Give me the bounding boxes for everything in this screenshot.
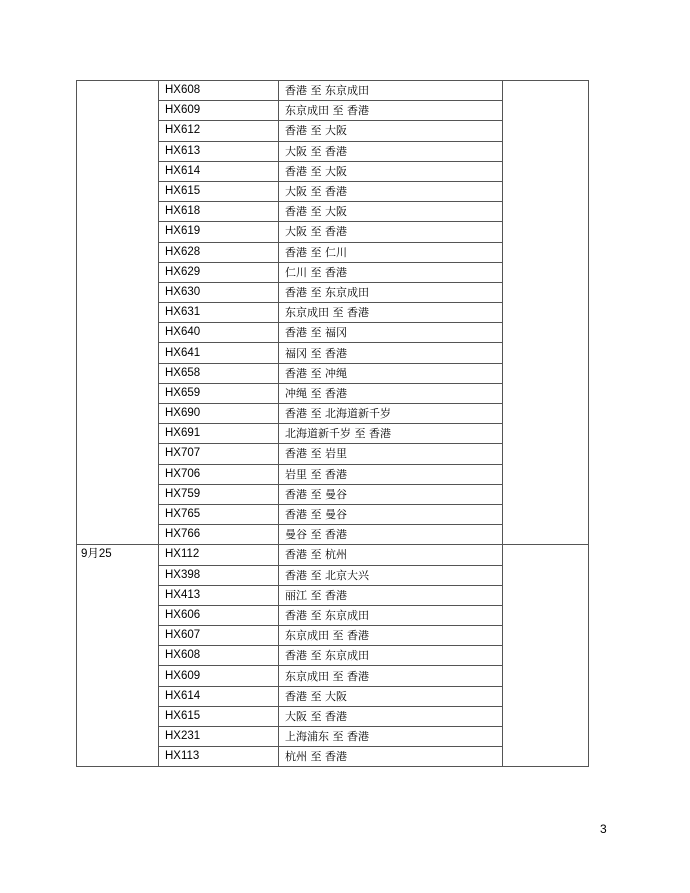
route-cell: 香港 至 大阪 — [279, 686, 503, 706]
flight-number-cell: HX630 — [159, 282, 279, 302]
route-cell: 香港 至 仁川 — [279, 242, 503, 262]
page-number: 3 — [600, 822, 607, 836]
route-cell: 香港 至 曼谷 — [279, 504, 503, 524]
route-cell: 香港 至 北海道新千岁 — [279, 404, 503, 424]
flight-number-cell: HX615 — [159, 181, 279, 201]
route-cell: 东京成田 至 香港 — [279, 303, 503, 323]
route-cell: 大阪 至 香港 — [279, 181, 503, 201]
route-cell: 香港 至 大阪 — [279, 161, 503, 181]
route-cell: 上海浦东 至 香港 — [279, 727, 503, 747]
remarks-cell — [503, 81, 589, 545]
flight-number-cell: HX619 — [159, 222, 279, 242]
route-cell: 东京成田 至 香港 — [279, 666, 503, 686]
flight-number-cell: HX628 — [159, 242, 279, 262]
flight-number-cell: HX398 — [159, 565, 279, 585]
route-cell: 香港 至 冲绳 — [279, 363, 503, 383]
route-cell: 冲绳 至 香港 — [279, 383, 503, 403]
date-cell — [77, 81, 159, 545]
flight-schedule-table — [76, 80, 589, 767]
flight-number-cell: HX614 — [159, 161, 279, 181]
route-cell: 岩里 至 香港 — [279, 464, 503, 484]
route-cell: 丽江 至 香港 — [279, 585, 503, 605]
route-cell: 东京成田 至 香港 — [279, 101, 503, 121]
table-row — [77, 81, 589, 101]
route-cell: 香港 至 北京大兴 — [279, 565, 503, 585]
route-cell: 香港 至 曼谷 — [279, 484, 503, 504]
route-cell: 香港 至 岩里 — [279, 444, 503, 464]
flight-number-cell: HX759 — [159, 484, 279, 504]
route-cell: 大阪 至 香港 — [279, 706, 503, 726]
flight-number-cell: HX629 — [159, 262, 279, 282]
route-cell: 香港 至 大阪 — [279, 202, 503, 222]
flight-number-cell: HX615 — [159, 706, 279, 726]
route-cell: 香港 至 东京成田 — [279, 282, 503, 302]
flight-table-body — [77, 81, 589, 767]
flight-number-cell: HX609 — [159, 666, 279, 686]
route-cell: 香港 至 福冈 — [279, 323, 503, 343]
flight-number-cell: HX659 — [159, 383, 279, 403]
route-cell: 香港 至 东京成田 — [279, 81, 503, 101]
flight-number-cell: HX614 — [159, 686, 279, 706]
date-cell: 9月25 — [77, 545, 159, 767]
remarks-cell — [503, 545, 589, 767]
route-cell: 大阪 至 香港 — [279, 222, 503, 242]
flight-number-cell: HX608 — [159, 81, 279, 101]
flight-number-cell: HX618 — [159, 202, 279, 222]
route-cell: 香港 至 东京成田 — [279, 646, 503, 666]
flight-number-cell: HX413 — [159, 585, 279, 605]
flight-number-cell: HX606 — [159, 605, 279, 625]
flight-number-cell: HX112 — [159, 545, 279, 565]
flight-number-cell: HX765 — [159, 504, 279, 524]
route-cell: 曼谷 至 香港 — [279, 525, 503, 545]
route-cell: 东京成田 至 香港 — [279, 626, 503, 646]
flight-number-cell: HX640 — [159, 323, 279, 343]
flight-number-cell: HX631 — [159, 303, 279, 323]
flight-number-cell: HX641 — [159, 343, 279, 363]
flight-number-cell: HX691 — [159, 424, 279, 444]
route-cell: 香港 至 大阪 — [279, 121, 503, 141]
flight-number-cell: HX707 — [159, 444, 279, 464]
flight-number-cell: HX658 — [159, 363, 279, 383]
flight-number-cell: HX608 — [159, 646, 279, 666]
route-cell: 福冈 至 香港 — [279, 343, 503, 363]
flight-number-cell: HX613 — [159, 141, 279, 161]
route-cell: 香港 至 东京成田 — [279, 605, 503, 625]
route-cell: 大阪 至 香港 — [279, 141, 503, 161]
flight-number-cell: HX706 — [159, 464, 279, 484]
flight-number-cell: HX609 — [159, 101, 279, 121]
flight-number-cell: HX231 — [159, 727, 279, 747]
flight-number-cell: HX766 — [159, 525, 279, 545]
flight-number-cell: HX113 — [159, 747, 279, 767]
flight-number-cell: HX607 — [159, 626, 279, 646]
route-cell: 香港 至 杭州 — [279, 545, 503, 565]
flight-number-cell: HX612 — [159, 121, 279, 141]
route-cell: 仁川 至 香港 — [279, 262, 503, 282]
flight-number-cell: HX690 — [159, 404, 279, 424]
route-cell: 杭州 至 香港 — [279, 747, 503, 767]
table-row — [77, 545, 589, 565]
route-cell: 北海道新千岁 至 香港 — [279, 424, 503, 444]
